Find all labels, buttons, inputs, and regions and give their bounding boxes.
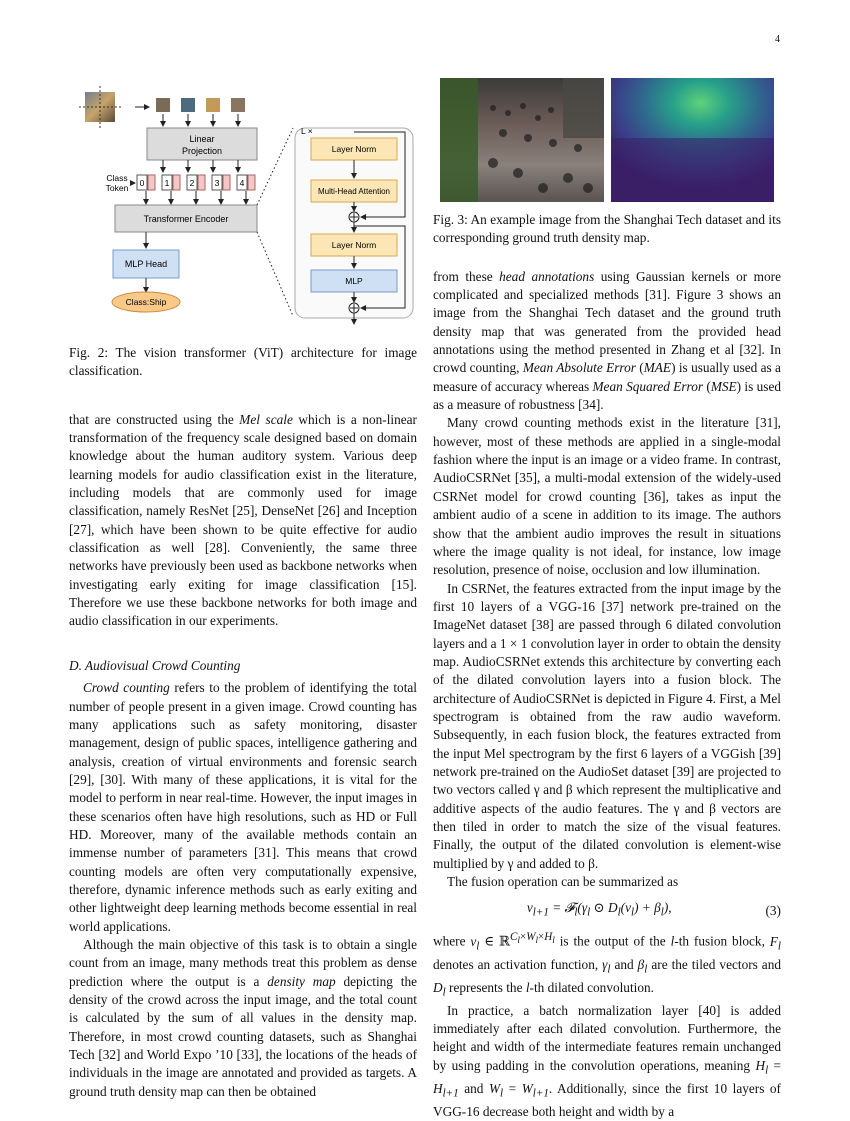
left-paragraph-1: that are constructed using the Mel scale which is a non-linear transformation of the frequency scale designed based on domain knowledge about the human auditory system. Various deep learning models for audio classification exist in the literature, including models that are commonly used for image classification, namely ResNet [25], DenseNet [26] and Inception [27], which have been shown to be quite effective for audio classification as well [28]. Conveniently, the same three networks have previously been used as backbone networks when investigating early exiting for image classification [15]. Therefore we use these backbone networks for both image and audio classification in our experiments.	[69, 411, 417, 629]
density-map	[611, 78, 774, 202]
left-paragraph-2: Crowd counting refers to the problem of identifying the total number of people present in a given image. Crowd counting has many applications such as safety monitoring, disaster management, design of public spaces, intelligence gathering and analysis, creation of virtual environments and forensic search [29], [30]. With many of these applications, it is vital for the model to perform in near real-time. However, the input images in these scenarios often have high resolutions, such as HD or Full HD. Moreover, many of the available methods contain an immense number of parameters [31]. This means that crowd counting models are often very computationally expensive, therefore, dynamic inference methods such as early exiting and other lightweight deep learning methods become essential in real world applications.	[69, 680, 417, 934]
equation-body: $v_{l+1}$ = $𝓕_l(\gamma_l$ ⊙ $D_l(v_l) + \beta_l$),	[526, 900, 672, 920]
fig3-caption: Fig. 3: An example image from the Shanghai Tech dataset and its corresponding ground truth density map.	[433, 212, 781, 246]
right-column	[433, 78, 781, 1121]
right-paragraph-6: In practice, a batch normalization layer [40] is added immediately after each dilated convolution. Furthermore, the height and width of the intermediate features remain unchanged by using padding in the convolution operations, meaning $H_l = H_{l+1}$ and $W_l = W_{l+1}$. Additionally, since the first 10 layers of VGG-16 decrease both height and width by a	[433, 1002, 782, 1119]
equation-3	[433, 899, 781, 922]
right-paragraph-3: In CSRNet, the features extracted from the input image by the first 10 layers of a VGG-16 [37] network pre-trained on the ImageNet dataset [38] are passed through 6 dilated convolution layers and a 1 × 1 convolution layer in order to obtain the density map. AudioCSRNet extends this architecture by converting each of the dilated convolution layers into a fusion block. The architecture of AudioCSRNet is depicted in Figure 4. First, a Mel spectrogram is obtained from the raw audio waveform. Subsequently, in each fusion block, the features extracted from the input Mel spectrogram by the first 6 layers of a VGGish [39] network pre-trained on the AudioSet dataset [39] are projected to two vectors called γ and β which represent the multiplicative and additive aspects of the audio features. The γ and β vectors are then tiled in order to match the size of the visual features. Finally, the output of the dilated convolution is element-wise multiplied by γ and added to β.	[433, 580, 781, 871]
fig2-vit-diagram	[69, 78, 417, 328]
token-0: 0	[139, 178, 145, 188]
token-3: 3	[214, 178, 220, 188]
class-token-label-1: Class	[106, 173, 128, 183]
right-paragraph-4: The fusion operation can be summarized as	[447, 874, 679, 890]
token-2: 2	[189, 178, 195, 188]
image-patches	[156, 98, 245, 112]
right-paragraph-2: Many crowd counting methods exist in the literature [31], however, most of these methods are applied in a single-modal fashion where the input is an image or a video frame. In contrast, AudioCSRNet [35], a multi-modal extension of the widely-used CSRNet model for crowd counting [36], takes as input the ambient audio of a scene in addition to its image. The authors show that the ambient audio improves the result in situations where the image quality is not ideal, for instance, low image resolution, presence of noise, occlusion and low illumination.	[433, 415, 781, 578]
multi-head-attention-label: Multi-Head Attention	[317, 187, 391, 196]
crowd-photo	[440, 78, 604, 202]
transformer-encoder-label: Transformer Encoder	[143, 214, 229, 224]
fig2-caption: Fig. 2: The vision transformer (ViT) architecture for image classification.	[69, 345, 417, 379]
page-number: 4	[775, 34, 780, 45]
mlp-label: MLP	[345, 276, 363, 286]
linear-projection-label-2: Projection	[181, 146, 223, 156]
repeat-label: L ×	[301, 126, 313, 136]
mlp-head-label: MLP Head	[124, 259, 168, 269]
token-1: 1	[164, 178, 170, 188]
token-row	[137, 175, 255, 190]
right-paragraph-5: where $v_l$ ∈ ℝ$^{C_l\times W_l\times H_l}$ is the output of the l-th fusion block, $F_l$ denotes an activation function, $\gamma_l$ and $\beta_l$ are the tiled vectors and $D_l$ represents the l-th dilated convolution.	[433, 931, 781, 999]
fig3-images	[433, 78, 781, 202]
class-ship-label: Class:Ship	[125, 297, 167, 307]
left-paragraph-3: Although the main objective of this task is to obtain a single count from an image, many methods treat this problem as dense prediction where the output is a density map depicting the density of the crowd across the input image, and the total count is calculated by the sum of all values in the density map. Therefore, in most crowd counting datasets, such as Shanghai Tech [32] and World Expo ’10 [33], the locations of the heads of individuals in the image are annotated and provided as targets. A ground truth density map can then be obtained	[69, 936, 418, 1099]
layer-norm-2-label: Layer Norm	[331, 240, 377, 250]
section-heading: D. Audiovisual Crowd Counting	[69, 657, 241, 673]
right-paragraph-1: from these head annotations using Gaussian kernels or more complicated and specialized methods [31]. Figure 3 shows an image from the Shanghai Tech dataset and the ground truth density map that was generated from the provided head annotations using the method presented in Zhang et al [32]. In crowd counting, Mean Absolute Error (MAE) is usually used as a measure of accuracy whereas Mean Squared Error (MSE) is used as a measure of robustness [34].	[433, 268, 781, 413]
layer-norm-1-label: Layer Norm	[331, 144, 377, 154]
token-4: 4	[239, 178, 245, 188]
input-image	[79, 86, 121, 128]
equation-number: (3)	[765, 902, 781, 918]
left-column	[69, 78, 417, 1101]
linear-projection-label-1: Linear	[189, 134, 215, 144]
class-token-label-2: Token	[105, 183, 129, 193]
